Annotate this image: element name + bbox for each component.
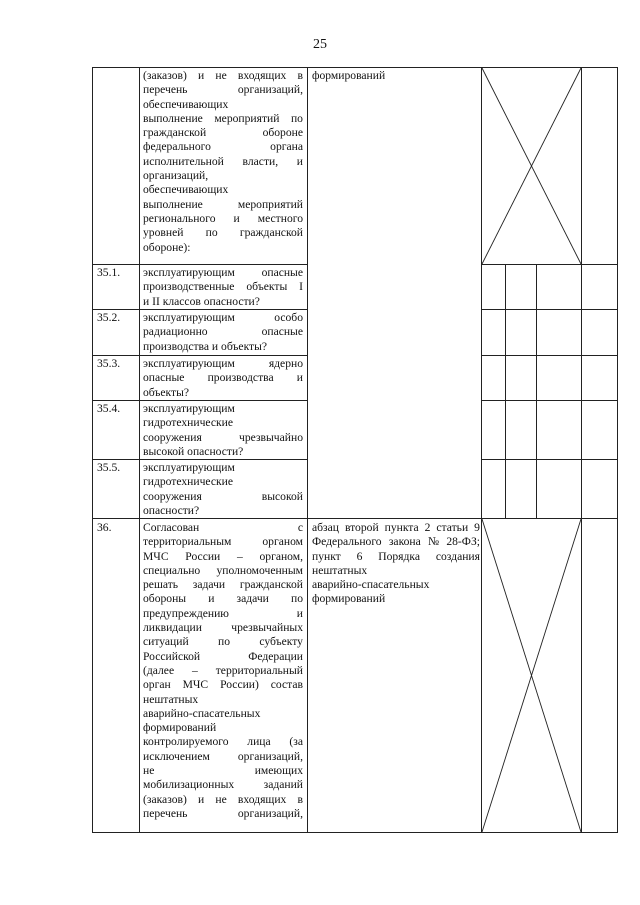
- row-line: специально уполномоченным: [143, 563, 303, 577]
- row-line: аварийно-спасательных: [143, 706, 261, 720]
- row-35-1-text: [143, 266, 303, 309]
- row-0-line: исполнительной власти, и: [143, 154, 303, 168]
- ref-line: абзац второй пункта 2 статьи 9: [312, 521, 480, 534]
- row-line: высокой опасности?: [143, 444, 244, 458]
- row-line: опасности?: [143, 503, 200, 517]
- row-line: эксплуатирующим: [143, 402, 235, 415]
- row-line: перечень организаций,: [143, 806, 303, 820]
- row-0-text: [143, 69, 303, 255]
- row-number: 35.2.: [97, 311, 121, 324]
- row-35-4-text: [143, 402, 303, 459]
- row-0-line: регионального и местного: [143, 211, 303, 225]
- row-line: Согласован с: [143, 521, 303, 534]
- row-0-line: уровней по гражданской: [143, 226, 303, 240]
- row-0-line: обеспечивающих: [143, 183, 229, 197]
- row-line: не имеющих: [143, 764, 303, 778]
- row-line: (заказов) и не входящих в: [143, 792, 303, 806]
- row-line: гидротехнические: [143, 475, 233, 489]
- row-line: предупреждению и: [143, 606, 303, 620]
- row-number: 35.5.: [97, 461, 121, 474]
- row-line: орган МЧС России) состав: [143, 678, 303, 692]
- row-0-line: обороне):: [143, 240, 191, 254]
- row-line: территориальным органом: [143, 535, 303, 549]
- row-0-ref-line: формирований: [312, 69, 386, 82]
- row-0-reference: [312, 69, 480, 83]
- row-line: (далее – территориальный: [143, 663, 303, 677]
- row-0-line: организаций,: [143, 169, 209, 183]
- row-line: исключением организаций,: [143, 749, 303, 763]
- row-0-line: перечень организаций,: [143, 83, 303, 97]
- ref-line: нештатных: [312, 563, 368, 577]
- row-number: 35.3.: [97, 357, 121, 370]
- row-line: эксплуатирующим ядерно: [143, 357, 303, 370]
- row-35-3-text: [143, 357, 303, 400]
- row-number: 35.1.: [97, 266, 121, 279]
- row-line: мобилизационных заданий: [143, 778, 303, 792]
- row-0-line: гражданской обороне: [143, 126, 303, 140]
- row-line: сооружения высокой: [143, 489, 303, 503]
- row-line: производственные объекты I: [143, 280, 303, 294]
- ref-line: формирований: [312, 592, 386, 606]
- row-0-line: выполнение мероприятий: [143, 197, 303, 211]
- row-line: контролируемого лица (за: [143, 735, 303, 749]
- row-0-line: (заказов) и не входящих в: [143, 69, 303, 82]
- row-line: ликвидации чрезвычайных: [143, 621, 303, 635]
- row-line: гидротехнические: [143, 416, 233, 430]
- ref-line: пункт 6 Порядка создания: [312, 549, 480, 563]
- page-number: 25: [313, 37, 327, 52]
- row-0-line: обеспечивающих: [143, 97, 229, 111]
- row-line: нештатных: [143, 692, 199, 706]
- row-line: эксплуатирующим опасные: [143, 266, 303, 279]
- row-0-line: федерального органа: [143, 140, 303, 154]
- row-36-text: [143, 521, 303, 821]
- row-35-5-text: [143, 461, 303, 518]
- row-line: МЧС России – органом,: [143, 549, 303, 563]
- row-line: эксплуатирующим: [143, 461, 235, 474]
- row-line: ситуаций по субъекту: [143, 635, 303, 649]
- row-line: и II классов опасности?: [143, 294, 260, 308]
- crossed-cell-bottom: [482, 519, 581, 832]
- row-line: формирований: [143, 721, 217, 735]
- row-number: 36.: [97, 521, 112, 534]
- row-line: эксплуатирующим особо: [143, 311, 303, 324]
- row-line: опасные производства и: [143, 371, 303, 385]
- crossed-cell-top: [482, 68, 581, 264]
- row-0-line: выполнение мероприятий по: [143, 111, 303, 125]
- row-line: радиационно опасные: [143, 325, 303, 339]
- row-line: сооружения чрезвычайно: [143, 430, 303, 444]
- row-line: производства и объекты?: [143, 339, 268, 353]
- row-line: решать задачи гражданской: [143, 578, 303, 592]
- row-line: Российской Федерации: [143, 649, 303, 663]
- row-line: объекты?: [143, 385, 190, 399]
- ref-line: Федерального закона № 28-ФЗ;: [312, 535, 480, 549]
- ref-line: аварийно-спасательных: [312, 578, 430, 592]
- row-36-reference: [312, 521, 480, 607]
- row-35-2-text: [143, 311, 303, 354]
- row-number: 35.4.: [97, 402, 121, 415]
- row-line: обороны и задачи по: [143, 592, 303, 606]
